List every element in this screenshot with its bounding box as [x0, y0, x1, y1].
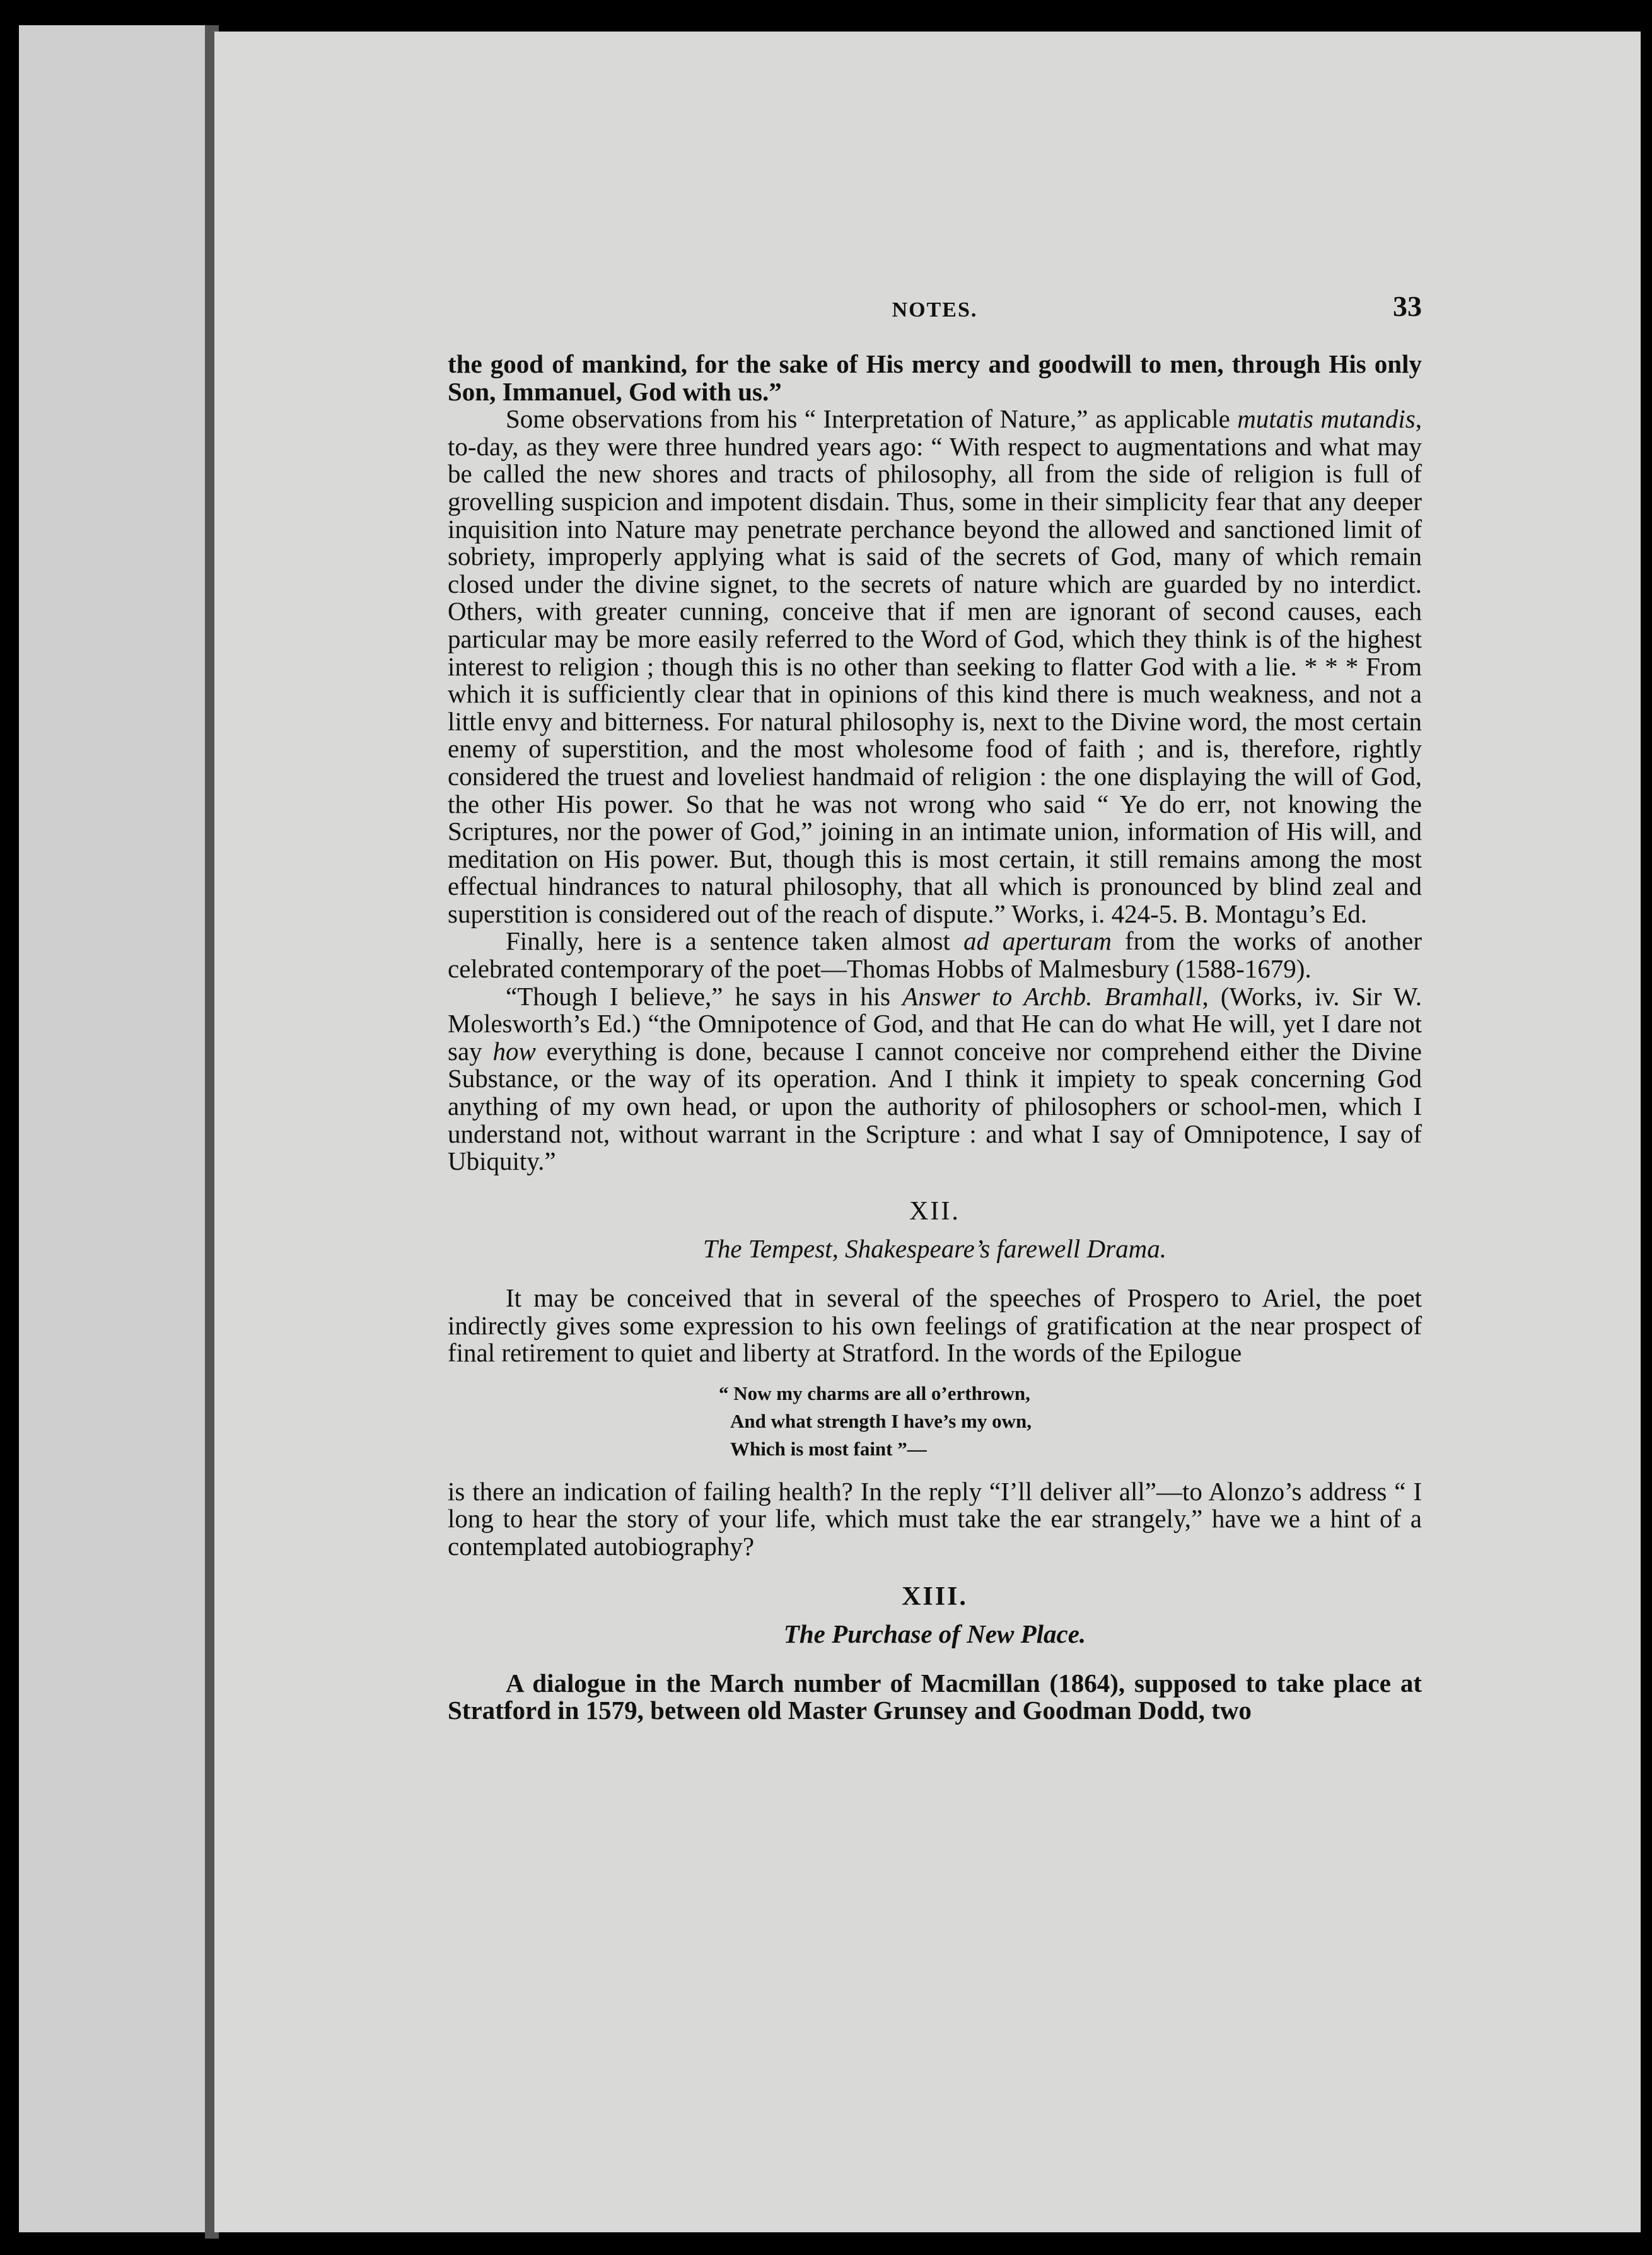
section-12-paragraph-continued: is there an indication of failing health? In the reply “I’ll deliver all”—to Alonzo’s address “ I long to hear the story of your life, which must take the ear strangely,” have we a hint of a contemplated autobiography?	[448, 1476, 1422, 1561]
section-12-title: The Tempest, Shakespeare’s farewell Drama.	[703, 1234, 1166, 1264]
paragraph-hobbs-intro-part: Finally, here is a sentence taken almost	[506, 926, 963, 956]
page-number: 33	[1393, 290, 1422, 322]
paragraph-hobbs-quote-part: everything is done, because I cannot conceive nor comprehend either the Divine Substance, or the way of its operation. And I think it impiety to speak concerning God anything of my own head, or upon the authority of philosophers or school-men, which I understand not, without warrant in the Scripture : and what I say of Omnipotence, I say of Ubiquity.”	[448, 1036, 1422, 1176]
page-text	[448, 290, 1422, 1725]
paragraph-hobbs-quote-part: “Though I believe,” he says in his	[506, 981, 903, 1011]
paragraph-hobbs-quote	[448, 983, 1422, 1175]
paragraph-bacon	[448, 405, 1422, 928]
section-12-number: XII.	[909, 1196, 960, 1226]
verse-line: And what strength I have’s my own,	[730, 1409, 1032, 1432]
epilogue-verse	[719, 1380, 1422, 1463]
verse-line: Which is most faint ”—	[730, 1437, 927, 1460]
section-13-title: The Purchase of New Place.	[783, 1619, 1086, 1649]
paragraph-hobbs-intro-italic: ad aperturam	[963, 926, 1112, 956]
facing-page-edge	[19, 25, 208, 2232]
running-head: NOTES.	[892, 298, 978, 322]
paragraph-hobbs-quote-italic: Answer to Archb. Bramhall	[902, 981, 1202, 1011]
paragraph-continued: the good of mankind, for the sake of His mercy and goodwill to men, through His only Son, Immanuel, God with us.”	[448, 349, 1422, 406]
paragraph-bacon-italic: mutatis mutandis	[1237, 404, 1416, 434]
paragraph-bacon-part: Some observations from his “ Interpretation of Nature,” as applicable	[506, 404, 1238, 434]
section-13-paragraph: A dialogue in the March number of Macmillan (1864), supposed to take place at Stratford in 1579, between old Master Grunsey and Goodman Dodd, two	[448, 1668, 1422, 1725]
page-header	[448, 290, 1422, 351]
section-13-number: XIII.	[902, 1582, 968, 1611]
paragraph-bacon-part: , to-day, as they were three hundred years ago: “ With respect to augmentations and what may be called the new shores and tracts of philosophy, all from the side of religion is full of grovelling suspicion and impotent disdain. Thus, some in their simplicity fear that any deeper inquisition into Nature may penetrate perchance beyond the allowed and sanctioned limit of sobriety, improperly applying what is said of the secrets of God, many of which remain closed under the divine signet, to the secrets of nature which are guarded by no interdict. Others, with greater cunning, conceive that if men are ignorant of second causes, each particular may be more easily referred to the Word of God, which they think is of the highest interest to religion ; though this is no other than seeking to flatter God with a lie. * * * From which it is sufficiently clear that in opinions of this kind there is much weakness, and not a little envy and bitterness. For natural philosophy is, next to the Divine word, the most certain enemy of superstition, and the most wholesome food of faith ; and is, therefore, rightly considered the truest and loveliest handmaid of religion : the one displaying the will of God, the other His power. So that he was not wrong who said “ Ye do err, not knowing the Scriptures, nor the power of God,” joining in an intimate union, information of His will, and meditation on His power. But, though this is most certain, it still remains among the most effectual hindrances to natural philosophy, that all which is pronounced by blind zeal and superstition is considered out of the reach of dispute.” Works, i. 424-5. B. Montagu’s Ed.	[448, 404, 1422, 928]
paragraph-hobbs-intro-part: from the works of another celebrated contemporary of the poet—Thomas Hobbs of Malmesbury (1588-1679).	[448, 926, 1422, 984]
paragraph-hobbs-quote-italic: how	[492, 1036, 536, 1066]
paragraph-hobbs-intro	[448, 928, 1422, 982]
verse-line: “ Now my charms are all o’erthrown,	[719, 1382, 1030, 1404]
section-12-paragraph: It may be conceived that in several of the speeches of Prospero to Ariel, the poet indirectly gives some expression to his own feelings of gratification at the near prospect of final retirement to quiet and liberty at Stratford. In the words of the Epilogue	[448, 1283, 1422, 1368]
paragraph-hobbs-quote-part: , (Works, iv. Sir W. Molesworth’s Ed.) “the Omnipotence of God, and that He can do what He will, yet I dare not say	[448, 981, 1422, 1066]
